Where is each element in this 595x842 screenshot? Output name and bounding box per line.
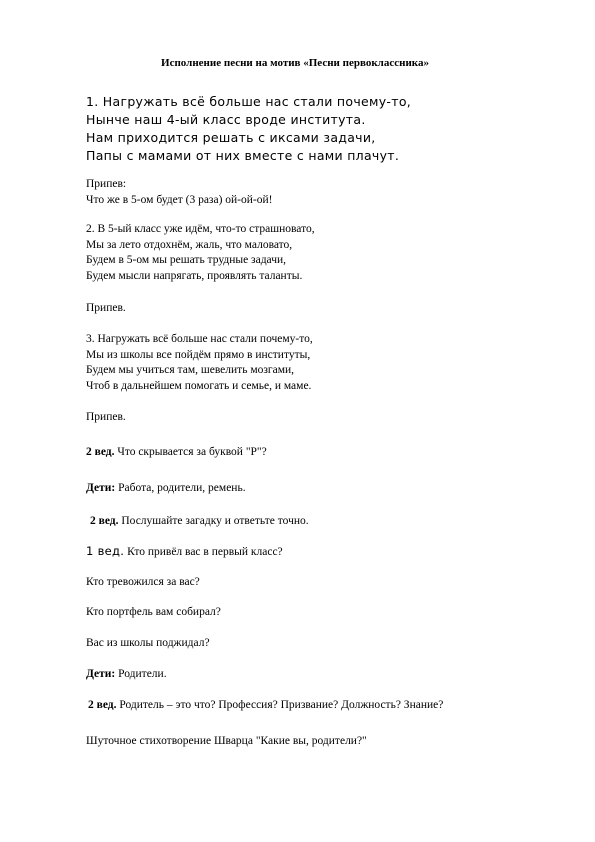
song-title: Исполнение песни на мотив «Песни первоклассника» — [161, 57, 429, 69]
question-line: Кто тревожился за вас? — [86, 576, 200, 588]
dialogue-text: Родители. — [115, 668, 167, 680]
verse-1 — [86, 93, 411, 165]
dialogue-text: Что скрывается за буквой "Р"? — [114, 446, 267, 458]
verse-line: Будем мы учиться там, шевелить мозгами, — [86, 364, 295, 377]
verse-line: Папы с мамами от них вместе с нами плачут. — [86, 148, 400, 163]
verse-line: 1. Нагружать всё больше нас стали почему-то, — [86, 94, 412, 109]
speaker-label: 2 вед. — [86, 446, 115, 458]
dialogue-line — [88, 698, 443, 714]
verse-line: Мы из школы все пойдём прямо в институты, — [86, 348, 311, 361]
question-line: Кто портфель вам собирал? — [86, 606, 221, 618]
dialogue-line — [86, 445, 267, 461]
dialogue-text: Кто привёл вас в первый класс? — [124, 546, 283, 558]
chorus-label: Припев: — [86, 178, 127, 190]
verse-line: Будем мысли напрягать, проявлять таланты. — [86, 270, 303, 283]
speaker-label: Дети: — [86, 668, 116, 680]
speaker-label: 2 вед. — [88, 699, 117, 711]
speaker-label: 2 вед. — [90, 515, 119, 527]
verse-line: 3. Нагружать всё больше нас стали почему-то, — [86, 333, 313, 345]
chorus-ref-2: Припев. — [86, 411, 126, 423]
verse-line: Мы за лето отдохнём, жаль, что маловато, — [86, 238, 293, 251]
speaker-label: 1 вед. — [86, 544, 125, 558]
chorus-text: Что же в 5-ом будет (3 раза) ой-ой-ой! — [86, 193, 273, 206]
verse-line: Будем в 5-ом мы решать трудные задачи, — [86, 254, 287, 267]
dialogue-text: Родитель – это что? Профессия? Призвание? Должность? Знание? — [116, 699, 444, 711]
verse-line: Нам приходится решать с иксами задачи, — [86, 130, 376, 145]
verse-line: Чтоб в дальнейшем помогать и семье, и маме. — [86, 380, 312, 393]
dialogue-line — [86, 544, 283, 561]
chorus-ref-1: Припев. — [86, 302, 126, 314]
verse-2 — [86, 222, 315, 285]
dialogue-line — [86, 481, 246, 497]
chorus — [86, 177, 272, 208]
closing-line: Шуточное стихотворение Шварца "Какие вы, родители?" — [86, 735, 367, 747]
speaker-label: Дети: — [86, 482, 116, 494]
dialogue-text: Послушайте загадку и ответьте точно. — [118, 515, 309, 527]
question-line: Вас из школы поджидал? — [86, 637, 210, 649]
dialogue-text: Работа, родители, ремень. — [115, 482, 246, 494]
verse-3 — [86, 332, 313, 395]
verse-line: 2. В 5-ый класс уже идём, что-то страшновато, — [86, 223, 315, 235]
verse-line: Нынче наш 4-ый класс вроде института. — [86, 112, 366, 127]
dialogue-line — [90, 514, 309, 530]
dialogue-line — [86, 667, 167, 683]
